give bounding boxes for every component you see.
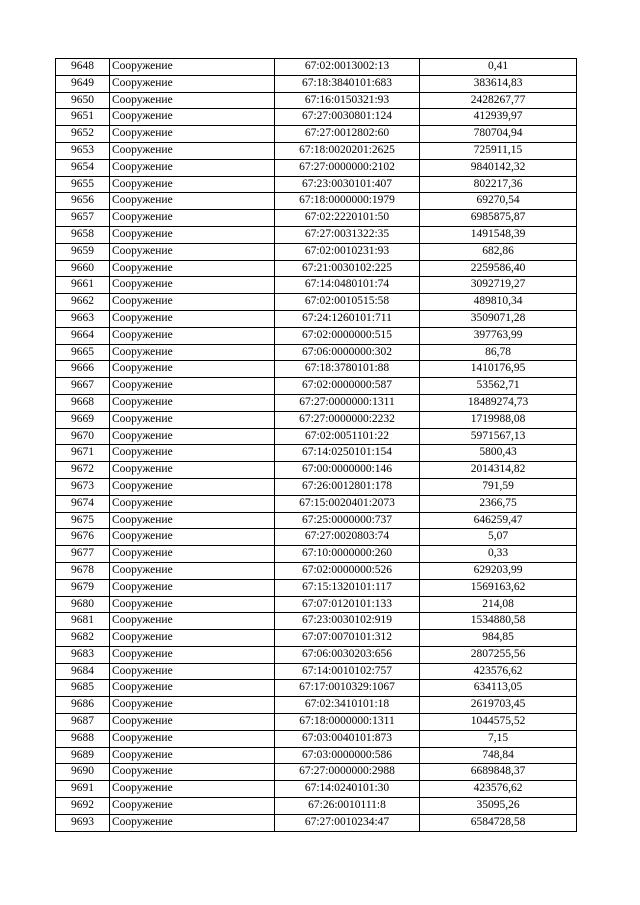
value-cell: 748,84: [420, 747, 577, 764]
object-type-cell: Сооружение: [110, 327, 275, 344]
object-type-cell: Сооружение: [110, 680, 275, 697]
cadastral-number-cell: 67:18:0000000:1979: [275, 193, 420, 210]
row-number-cell: 9679: [56, 579, 110, 596]
cadastral-number-cell: 67:02:2220101:50: [275, 210, 420, 227]
table-row: [56, 378, 577, 395]
value-cell: 725911,15: [420, 142, 577, 159]
value-cell: 0,33: [420, 546, 577, 563]
object-type-cell: Сооружение: [110, 613, 275, 630]
table-row: [56, 294, 577, 311]
table-row: [56, 243, 577, 260]
table-row: [56, 764, 577, 781]
row-number-cell: 9671: [56, 445, 110, 462]
value-cell: 423576,62: [420, 781, 577, 798]
value-cell: 397763,99: [420, 327, 577, 344]
value-cell: 412939,97: [420, 109, 577, 126]
value-cell: 0,41: [420, 59, 577, 76]
row-number-cell: 9649: [56, 75, 110, 92]
object-type-cell: Сооружение: [110, 730, 275, 747]
row-number-cell: 9659: [56, 243, 110, 260]
row-number-cell: 9693: [56, 814, 110, 831]
object-type-cell: Сооружение: [110, 176, 275, 193]
cadastral-number-cell: 67:27:0031322:35: [275, 226, 420, 243]
table-row: [56, 596, 577, 613]
object-type-cell: Сооружение: [110, 378, 275, 395]
row-number-cell: 9673: [56, 478, 110, 495]
value-cell: 214,08: [420, 596, 577, 613]
table-row: [56, 142, 577, 159]
cadastral-number-cell: 67:17:0010329:1067: [275, 680, 420, 697]
cadastral-number-cell: 67:02:0010231:93: [275, 243, 420, 260]
value-cell: 634113,05: [420, 680, 577, 697]
cadastral-number-cell: 67:18:0000000:1311: [275, 714, 420, 731]
value-cell: 2366,75: [420, 495, 577, 512]
row-number-cell: 9690: [56, 764, 110, 781]
object-type-cell: Сооружение: [110, 193, 275, 210]
cadastral-number-cell: 67:02:0051101:22: [275, 428, 420, 445]
row-number-cell: 9682: [56, 630, 110, 647]
object-type-cell: Сооружение: [110, 697, 275, 714]
row-number-cell: 9652: [56, 126, 110, 143]
cadastral-number-cell: 67:27:0030801:124: [275, 109, 420, 126]
table-row: [56, 176, 577, 193]
object-type-cell: Сооружение: [110, 361, 275, 378]
row-number-cell: 9687: [56, 714, 110, 731]
object-type-cell: Сооружение: [110, 546, 275, 563]
table-row: [56, 529, 577, 546]
cadastral-number-cell: 67:23:0030101:407: [275, 176, 420, 193]
cadastral-number-cell: 67:27:0010234:47: [275, 814, 420, 831]
cadastral-number-cell: 67:14:0250101:154: [275, 445, 420, 462]
cadastral-number-cell: 67:21:0030102:225: [275, 260, 420, 277]
row-number-cell: 9648: [56, 59, 110, 76]
table-row: [56, 327, 577, 344]
object-type-cell: Сооружение: [110, 75, 275, 92]
cadastral-number-cell: 67:06:0000000:302: [275, 344, 420, 361]
value-cell: 682,86: [420, 243, 577, 260]
row-number-cell: 9681: [56, 613, 110, 630]
row-number-cell: 9656: [56, 193, 110, 210]
value-cell: 629203,99: [420, 562, 577, 579]
row-number-cell: 9677: [56, 546, 110, 563]
table-row: [56, 210, 577, 227]
value-cell: 5971567,13: [420, 428, 577, 445]
row-number-cell: 9665: [56, 344, 110, 361]
cadastral-number-cell: 67:24:1260101:711: [275, 310, 420, 327]
cadastral-number-cell: 67:25:0000000:737: [275, 512, 420, 529]
table-row: [56, 781, 577, 798]
value-cell: 791,59: [420, 478, 577, 495]
object-type-cell: Сооружение: [110, 630, 275, 647]
table-row: [56, 579, 577, 596]
table-row: [56, 411, 577, 428]
table-row: [56, 680, 577, 697]
object-type-cell: Сооружение: [110, 243, 275, 260]
row-number-cell: 9658: [56, 226, 110, 243]
table-row: [56, 546, 577, 563]
object-type-cell: Сооружение: [110, 562, 275, 579]
row-number-cell: 9654: [56, 159, 110, 176]
registry-table-body: [56, 59, 577, 832]
object-type-cell: Сооружение: [110, 596, 275, 613]
row-number-cell: 9663: [56, 310, 110, 327]
object-type-cell: Сооружение: [110, 159, 275, 176]
cadastral-number-cell: 67:27:0000000:2102: [275, 159, 420, 176]
object-type-cell: Сооружение: [110, 495, 275, 512]
object-type-cell: Сооружение: [110, 428, 275, 445]
row-number-cell: 9680: [56, 596, 110, 613]
object-type-cell: Сооружение: [110, 663, 275, 680]
cadastral-number-cell: 67:02:0000000:515: [275, 327, 420, 344]
object-type-cell: Сооружение: [110, 579, 275, 596]
cadastral-number-cell: 67:18:3780101:88: [275, 361, 420, 378]
table-row: [56, 394, 577, 411]
cadastral-number-cell: 67:10:0000000:260: [275, 546, 420, 563]
value-cell: 5800,43: [420, 445, 577, 462]
row-number-cell: 9666: [56, 361, 110, 378]
value-cell: 1534880,58: [420, 613, 577, 630]
table-row: [56, 613, 577, 630]
table-row: [56, 495, 577, 512]
row-number-cell: 9660: [56, 260, 110, 277]
table-row: [56, 109, 577, 126]
object-type-cell: Сооружение: [110, 445, 275, 462]
row-number-cell: 9667: [56, 378, 110, 395]
table-row: [56, 260, 577, 277]
value-cell: 1719988,08: [420, 411, 577, 428]
object-type-cell: Сооружение: [110, 260, 275, 277]
cadastral-number-cell: 67:03:0000000:586: [275, 747, 420, 764]
table-row: [56, 462, 577, 479]
value-cell: 18489274,73: [420, 394, 577, 411]
cadastral-number-cell: 67:06:0030203:656: [275, 646, 420, 663]
row-number-cell: 9664: [56, 327, 110, 344]
table-row: [56, 798, 577, 815]
cadastral-number-cell: 67:27:0000000:2232: [275, 411, 420, 428]
cadastral-number-cell: 67:02:3410101:18: [275, 697, 420, 714]
object-type-cell: Сооружение: [110, 411, 275, 428]
object-type-cell: Сооружение: [110, 142, 275, 159]
object-type-cell: Сооружение: [110, 294, 275, 311]
table-row: [56, 697, 577, 714]
table-row: [56, 92, 577, 109]
table-row: [56, 310, 577, 327]
table-row: [56, 193, 577, 210]
row-number-cell: 9678: [56, 562, 110, 579]
cadastral-number-cell: 67:15:1320101:117: [275, 579, 420, 596]
table-row: [56, 226, 577, 243]
value-cell: 2014314,82: [420, 462, 577, 479]
value-cell: 53562,71: [420, 378, 577, 395]
value-cell: 7,15: [420, 730, 577, 747]
value-cell: 646259,47: [420, 512, 577, 529]
row-number-cell: 9651: [56, 109, 110, 126]
table-row: [56, 428, 577, 445]
value-cell: 3092719,27: [420, 277, 577, 294]
value-cell: 1044575,52: [420, 714, 577, 731]
object-type-cell: Сооружение: [110, 798, 275, 815]
object-type-cell: Сооружение: [110, 59, 275, 76]
object-type-cell: Сооружение: [110, 277, 275, 294]
object-type-cell: Сооружение: [110, 714, 275, 731]
object-type-cell: Сооружение: [110, 310, 275, 327]
object-type-cell: Сооружение: [110, 394, 275, 411]
value-cell: 1491548,39: [420, 226, 577, 243]
value-cell: 9840142,32: [420, 159, 577, 176]
object-type-cell: Сооружение: [110, 646, 275, 663]
cadastral-number-cell: 67:27:0000000:1311: [275, 394, 420, 411]
value-cell: 802217,36: [420, 176, 577, 193]
cadastral-number-cell: 67:03:0040101:873: [275, 730, 420, 747]
value-cell: 984,85: [420, 630, 577, 647]
row-number-cell: 9672: [56, 462, 110, 479]
cadastral-number-cell: 67:14:0010102:757: [275, 663, 420, 680]
table-row: [56, 562, 577, 579]
cadastral-number-cell: 67:27:0020803:74: [275, 529, 420, 546]
value-cell: 86,78: [420, 344, 577, 361]
cadastral-number-cell: 67:18:0020201:2625: [275, 142, 420, 159]
value-cell: 2807255,56: [420, 646, 577, 663]
object-type-cell: Сооружение: [110, 814, 275, 831]
row-number-cell: 9650: [56, 92, 110, 109]
row-number-cell: 9653: [56, 142, 110, 159]
value-cell: 5,07: [420, 529, 577, 546]
cadastral-number-cell: 67:23:0030102:919: [275, 613, 420, 630]
cadastral-number-cell: 67:07:0120101:133: [275, 596, 420, 613]
value-cell: 69270,54: [420, 193, 577, 210]
row-number-cell: 9668: [56, 394, 110, 411]
row-number-cell: 9669: [56, 411, 110, 428]
object-type-cell: Сооружение: [110, 210, 275, 227]
cadastral-number-cell: 67:02:0000000:587: [275, 378, 420, 395]
cadastral-number-cell: 67:02:0013002:13: [275, 59, 420, 76]
object-type-cell: Сооружение: [110, 126, 275, 143]
cadastral-number-cell: 67:27:0000000:2988: [275, 764, 420, 781]
cadastral-number-cell: 67:00:0000000:146: [275, 462, 420, 479]
row-number-cell: 9683: [56, 646, 110, 663]
table-row: [56, 630, 577, 647]
row-number-cell: 9661: [56, 277, 110, 294]
table-row: [56, 663, 577, 680]
cadastral-number-cell: 67:14:0240101:30: [275, 781, 420, 798]
cadastral-number-cell: 67:02:0000000:526: [275, 562, 420, 579]
row-number-cell: 9689: [56, 747, 110, 764]
value-cell: 489810,34: [420, 294, 577, 311]
row-number-cell: 9684: [56, 663, 110, 680]
row-number-cell: 9662: [56, 294, 110, 311]
table-row: [56, 478, 577, 495]
cadastral-number-cell: 67:16:0150321:93: [275, 92, 420, 109]
value-cell: 35095,26: [420, 798, 577, 815]
table-row: [56, 814, 577, 831]
value-cell: 780704,94: [420, 126, 577, 143]
table-row: [56, 361, 577, 378]
object-type-cell: Сооружение: [110, 226, 275, 243]
row-number-cell: 9674: [56, 495, 110, 512]
value-cell: 6985875,87: [420, 210, 577, 227]
property-registry-table: [55, 58, 577, 832]
row-number-cell: 9685: [56, 680, 110, 697]
object-type-cell: Сооружение: [110, 344, 275, 361]
object-type-cell: Сооружение: [110, 529, 275, 546]
table-row: [56, 126, 577, 143]
row-number-cell: 9670: [56, 428, 110, 445]
object-type-cell: Сооружение: [110, 462, 275, 479]
row-number-cell: 9657: [56, 210, 110, 227]
cadastral-number-cell: 67:18:3840101:683: [275, 75, 420, 92]
value-cell: 6584728,58: [420, 814, 577, 831]
table-row: [56, 512, 577, 529]
row-number-cell: 9688: [56, 730, 110, 747]
table-row: [56, 445, 577, 462]
row-number-cell: 9691: [56, 781, 110, 798]
object-type-cell: Сооружение: [110, 781, 275, 798]
cadastral-number-cell: 67:07:0070101:312: [275, 630, 420, 647]
object-type-cell: Сооружение: [110, 747, 275, 764]
object-type-cell: Сооружение: [110, 109, 275, 126]
value-cell: 3509071,28: [420, 310, 577, 327]
cadastral-number-cell: 67:02:0010515:58: [275, 294, 420, 311]
object-type-cell: Сооружение: [110, 764, 275, 781]
table-row: [56, 59, 577, 76]
object-type-cell: Сооружение: [110, 512, 275, 529]
value-cell: 423576,62: [420, 663, 577, 680]
table-row: [56, 75, 577, 92]
value-cell: 2619703,45: [420, 697, 577, 714]
row-number-cell: 9676: [56, 529, 110, 546]
table-row: [56, 646, 577, 663]
row-number-cell: 9675: [56, 512, 110, 529]
table-row: [56, 344, 577, 361]
table-row: [56, 277, 577, 294]
value-cell: 1569163,62: [420, 579, 577, 596]
table-row: [56, 747, 577, 764]
cadastral-number-cell: 67:14:0480101:74: [275, 277, 420, 294]
table-row: [56, 714, 577, 731]
row-number-cell: 9686: [56, 697, 110, 714]
value-cell: 1410176,95: [420, 361, 577, 378]
cadastral-number-cell: 67:26:0012801:178: [275, 478, 420, 495]
object-type-cell: Сооружение: [110, 92, 275, 109]
value-cell: 2428267,77: [420, 92, 577, 109]
object-type-cell: Сооружение: [110, 478, 275, 495]
value-cell: 2259586,40: [420, 260, 577, 277]
cadastral-number-cell: 67:15:0020401:2073: [275, 495, 420, 512]
row-number-cell: 9692: [56, 798, 110, 815]
cadastral-number-cell: 67:26:0010111:8: [275, 798, 420, 815]
value-cell: 6689848,37: [420, 764, 577, 781]
row-number-cell: 9655: [56, 176, 110, 193]
value-cell: 383614,83: [420, 75, 577, 92]
cadastral-number-cell: 67:27:0012802:60: [275, 126, 420, 143]
table-row: [56, 159, 577, 176]
table-row: [56, 730, 577, 747]
